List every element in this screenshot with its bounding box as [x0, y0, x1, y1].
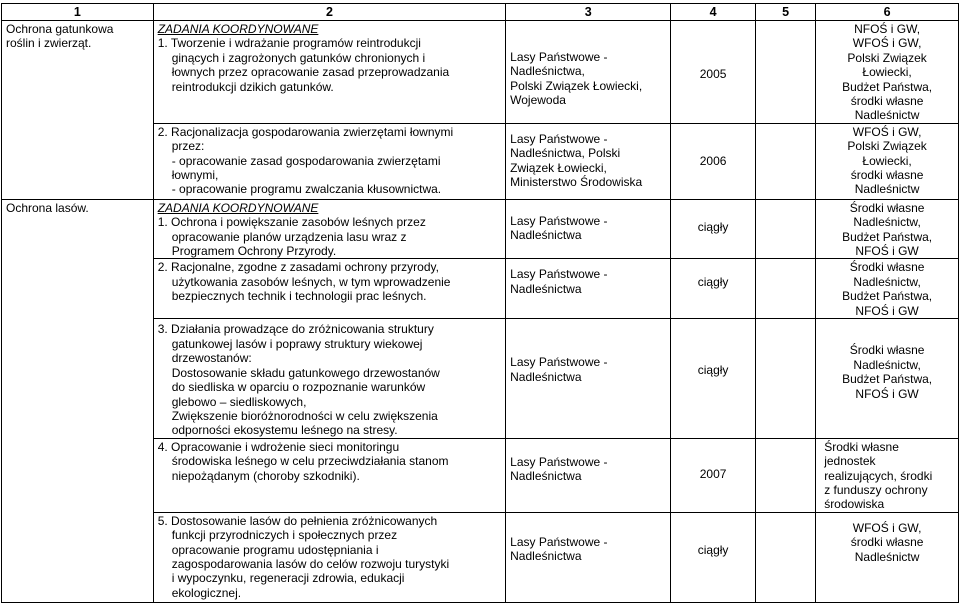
empty-cell	[755, 512, 815, 602]
funding-cell	[816, 319, 959, 438]
action-line: drzewostanów:	[171, 351, 252, 366]
partners-line: Lasy Państwowe -	[510, 50, 608, 64]
table-row	[2, 199, 959, 259]
funding-line: NFOŚ i GW	[855, 244, 919, 259]
partners-cell	[506, 438, 671, 512]
funding-cell	[816, 438, 959, 512]
category-line: roślin i zwierząt.	[6, 36, 92, 51]
year-value: ciągły	[697, 363, 729, 378]
partners-line: Nadleśnictwa, Polski	[510, 146, 621, 161]
funding-line: Budżet Państwa,	[842, 372, 933, 387]
year-value: ciągły	[697, 219, 729, 234]
action-line: opracowanie programu udostępniania i	[171, 542, 379, 557]
partners-line: Wojewoda	[510, 93, 566, 108]
header-cell: 3	[506, 4, 671, 21]
category-cell	[2, 199, 154, 602]
action-line: ginących i zagrożonych gatunków chronionych i	[171, 50, 426, 65]
year-cell	[671, 512, 756, 602]
empty-cell	[755, 319, 815, 438]
partners-cell	[506, 319, 671, 438]
partners-line: Nadleśnictwa	[510, 281, 582, 296]
action-line: reintrodukcji dzikich gatunków.	[171, 79, 334, 94]
partners-cell	[506, 512, 671, 602]
partners-line: Lasy Państwowe -	[510, 131, 608, 146]
action-line: 2. Racjonalne, zgodne z zasadami ochrony przyrody,	[157, 260, 439, 275]
action-line: przez:	[171, 139, 205, 154]
funding-line: WFOŚ i GW,	[852, 520, 922, 535]
funding-cell	[816, 123, 959, 199]
header-cell: 6	[816, 4, 959, 21]
header-cell: 5	[755, 4, 815, 21]
program-table	[1, 3, 959, 603]
action-line: gatunkowej lasów i poprawy struktury wiekowej	[171, 336, 423, 351]
funding-cell	[816, 512, 959, 602]
action-line: Zwiększenie bioróżnorodności w celu zwiększenia	[171, 408, 438, 423]
action-line: - opracowanie programu zwalczania kłusownictwa.	[171, 182, 442, 197]
empty-cell	[755, 123, 815, 199]
action-line: odporności ekosystemu leśnego na stresy.	[171, 423, 398, 438]
action-line: funkcji przyrodniczych i społecznych przez	[171, 528, 398, 543]
action-line: środowiska leśnego w celu przeciwdziałania stanom	[171, 454, 449, 469]
year-cell	[671, 259, 756, 319]
partners-cell	[506, 259, 671, 319]
empty-cell	[755, 438, 815, 512]
partners-line: Lasy Państwowe -	[510, 267, 608, 282]
partners-cell	[506, 123, 671, 199]
action-line: i wypoczynku, regeneracji zdrowia, edukacji	[171, 571, 405, 586]
action-line: zagospodarowania lasów do celów rozwoju turystyki	[171, 556, 450, 571]
year-value: ciągły	[697, 542, 729, 557]
action-line: do siedliska w oparciu o rozpoznanie warunków	[171, 380, 426, 395]
header-cell: 4	[671, 4, 756, 21]
funding-line: Nadleśnictw	[854, 182, 920, 197]
funding-line: środki własne	[850, 94, 924, 109]
action-line: Programem Ochrony Przyrody.	[171, 244, 337, 259]
action-line: 2. Racjonalizacja gospodarowania zwierzętami łownymi	[157, 124, 454, 139]
action-cell	[153, 438, 505, 512]
year-value: 2006	[699, 153, 727, 168]
action-line: glebowo – siedliskowych,	[171, 394, 307, 409]
header-row	[2, 4, 959, 21]
partners-line: Lasy Państwowe -	[510, 454, 608, 469]
action-line: 1. Ochrona i powiększanie zasobów leśnych przez	[157, 215, 426, 230]
partners-line: Ministerstwo Środowiska	[510, 175, 643, 190]
action-line: bezpiecznych technik i technologii prac leśnych.	[171, 289, 427, 304]
funding-cell	[816, 199, 959, 259]
partners-line: Nadleśnictwa	[510, 228, 582, 243]
funding-line: Środki własne	[849, 200, 925, 215]
partners-cell	[506, 21, 671, 124]
action-line: niepożądanym (choroby szkodniki).	[171, 468, 360, 483]
funding-line: środki własne	[850, 535, 924, 550]
action-line: ekologicznej.	[171, 585, 242, 600]
action-line: - opracowanie zasad gospodarowania zwierzętami	[171, 153, 441, 168]
empty-cell	[755, 259, 815, 319]
partners-line: Nadleśnictwa	[510, 469, 582, 484]
empty-cell	[755, 21, 815, 124]
category-line: Ochrona lasów.	[6, 200, 89, 215]
funding-line: z funduszy ochrony	[824, 482, 928, 497]
action-line: użytkowania zasobów leśnych, w tym wprowadzenie	[171, 274, 451, 289]
partners-line: Związek Łowiecki,	[510, 160, 607, 175]
funding-cell	[816, 259, 959, 319]
year-cell	[671, 199, 756, 259]
funding-line: WFOŚ i GW,	[852, 36, 922, 51]
funding-line: NFOŚ i GW	[855, 386, 919, 401]
partners-line: Nadleśnictwa,	[510, 64, 585, 79]
funding-line: Budżet Państwa,	[842, 289, 933, 304]
empty-cell	[755, 199, 815, 259]
partners-line: Lasy Państwowe -	[510, 213, 608, 228]
funding-line: Środki własne	[824, 439, 899, 454]
action-cell	[153, 259, 505, 319]
partners-line: Lasy Państwowe -	[510, 355, 608, 370]
action-line: łownych przez opracowanie zasad przeprowadzania	[171, 65, 450, 80]
funding-line: Budżet Państwa,	[842, 229, 933, 244]
action-cell	[153, 123, 505, 199]
year-cell	[671, 123, 756, 199]
partners-line: Nadleśnictwa	[510, 549, 582, 564]
funding-line: Nadleśnictw	[854, 108, 920, 123]
action-cell	[153, 21, 505, 124]
task-heading: ZADANIA KOORDYNOWANE	[157, 200, 319, 215]
category-cell	[2, 21, 154, 200]
year-value: ciągły	[697, 275, 729, 290]
header-cell: 2	[153, 4, 505, 21]
funding-line: NFOŚ i GW	[855, 303, 919, 318]
funding-line: Środki własne	[849, 343, 925, 358]
partners-line: Nadleśnictwa	[510, 369, 582, 384]
funding-line: jednostek	[824, 454, 876, 469]
action-cell	[153, 199, 505, 259]
funding-line: Nadleśnictw,	[853, 274, 921, 289]
table-row	[2, 21, 959, 124]
year-value: 2005	[699, 67, 727, 81]
task-heading: ZADANIA KOORDYNOWANE	[157, 22, 319, 36]
funding-line: Nadleśnictw,	[853, 357, 921, 372]
partners-line: Lasy Państwowe -	[510, 534, 608, 549]
header-cell: 1	[2, 4, 154, 21]
year-cell	[671, 319, 756, 438]
funding-line: Łowiecki,	[862, 153, 912, 168]
action-line: opracowanie planów urządzenia lasu wraz z	[171, 229, 407, 244]
action-line: łownymi,	[171, 168, 219, 183]
year-value: 2007	[699, 466, 727, 481]
funding-line: Budżet Państwa,	[842, 79, 933, 94]
action-line: 4. Opracowanie i wdrożenie sieci monitoringu	[157, 439, 400, 454]
year-cell	[671, 21, 756, 124]
partners-line: Polski Związek Łowiecki,	[510, 78, 643, 93]
action-line: 3. Działania prowadzące do zróżnicowania struktury	[157, 322, 434, 337]
category-line: Ochrona gatunkowa	[6, 22, 114, 36]
funding-line: NFOŚ i GW,	[854, 22, 921, 36]
funding-line: środowiska	[824, 497, 885, 512]
funding-line: realizujących, środki	[824, 468, 933, 483]
action-line: 5. Dostosowanie lasów do pełnienia zróżnicowanych	[157, 513, 438, 528]
action-line: 1. Tworzenie i wdrażanie programów reintrodukcji	[157, 36, 421, 51]
year-cell	[671, 438, 756, 512]
funding-line: Łowiecki,	[862, 65, 912, 80]
funding-line: Nadleśnictw	[854, 549, 920, 564]
action-cell	[153, 512, 505, 602]
funding-line: środki własne	[850, 168, 924, 183]
funding-line: WFOŚ i GW,	[852, 124, 922, 139]
partners-cell	[506, 199, 671, 259]
funding-line: Środki własne	[849, 260, 925, 275]
action-cell	[153, 319, 505, 438]
funding-line: Polski Związek	[847, 139, 927, 154]
funding-line: Polski Związek	[847, 50, 927, 65]
funding-cell	[816, 21, 959, 124]
funding-line: Nadleśnictw,	[853, 215, 921, 230]
action-line: Dostosowanie składu gatunkowego drzewostanów	[171, 365, 440, 380]
